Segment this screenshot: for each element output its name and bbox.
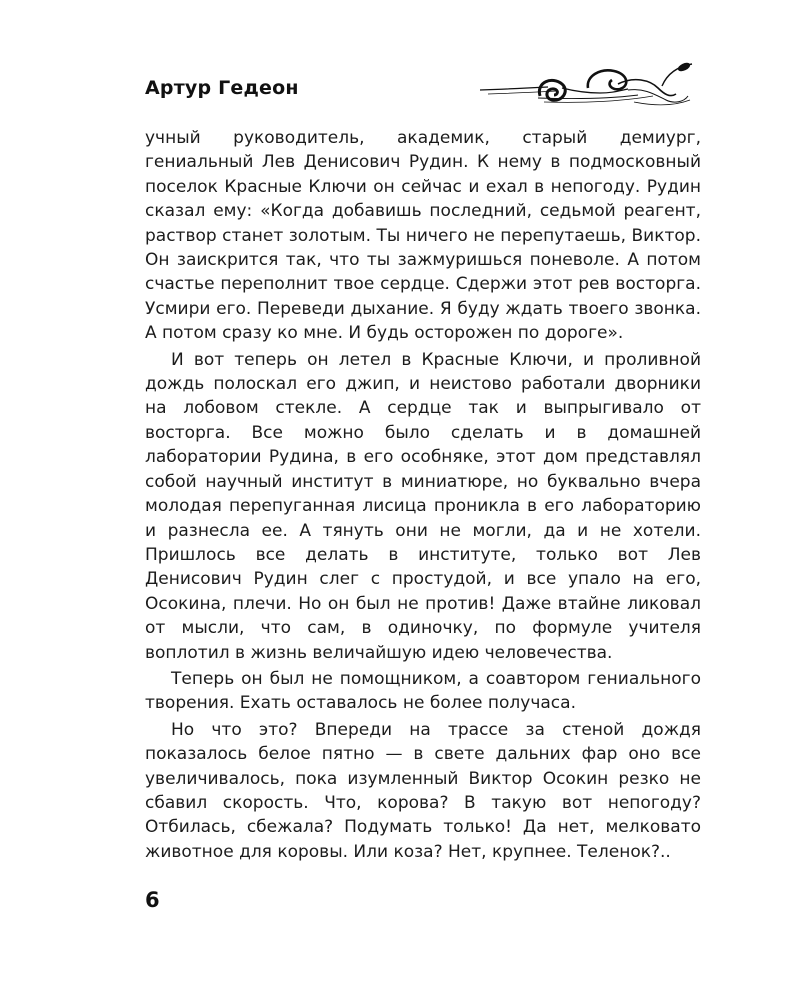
paragraph-3: Теперь он был не помощником, а соавтором гениального творения. Ехать оставалось не более получаса. xyxy=(145,668,701,714)
paragraph-2: И вот теперь он летел в Красные Ключи, и проливной дождь полоскал его джип, и неистово работали дворники на лобовом стекле. А сердце так и выпрыгивало от восторга. Все можно было сделать и в домашней лаборатории Рудина, в его особняке, этот дом представлял собой научный институт в миниатюре, но буквально вчера молодая перепуганная лисица проникла в его лабораторию и разнесла ее. А тянуть они не могли, да и не хотели. Пришлось все делать в институте, только вот Лев Денисович Рудин слег с простудой, и все упало на его, Осокина, плечи. Но он был не против! Даже втайне ликовал от мысли, что сам, в одиночку, по формуле учителя воплотил в жизнь величайшую идею человечества. xyxy=(145,349,701,663)
running-head-author: Артур Гедеон xyxy=(145,77,299,99)
body-text xyxy=(145,126,701,864)
page-number: 6 xyxy=(145,888,160,912)
flourish-ornament-icon xyxy=(478,58,698,114)
page-header xyxy=(0,0,800,130)
paragraph-4: Но что это? Впереди на трассе за стеной дождя показалось белое пятно — в свете дальних фар оно все увеличивалось, пока изумленный Виктор Осокин резко не сбавил скорость. Что, корова? В такую вот непогоду? Отбилась, сбежала? Подумать только! Да нет, мелковато животное для коровы. Или коза? Нет, крупнее. Теленок?.. xyxy=(145,719,701,862)
paragraph-1: учный руководитель, академик, старый демиург, гениальный Лев Денисович Рудин. К нему в подмосковный поселок Красные Ключи он сейчас и ехал в непогоду. Рудин сказал ему: «Когда добавишь последний, седьмой реагент, раствор станет золотым. Ты ничего не перепутаешь, Виктор. Он заискрится так, что ты зажмуришься поневоле. А потом счастье переполнит твое сердце. Сдержи этот рев восторга. Усмири его. Переведи дыхание. Я буду ждать твоего звонка. А потом сразу ко мне. И будь осторожен по дороге». xyxy=(145,128,701,344)
